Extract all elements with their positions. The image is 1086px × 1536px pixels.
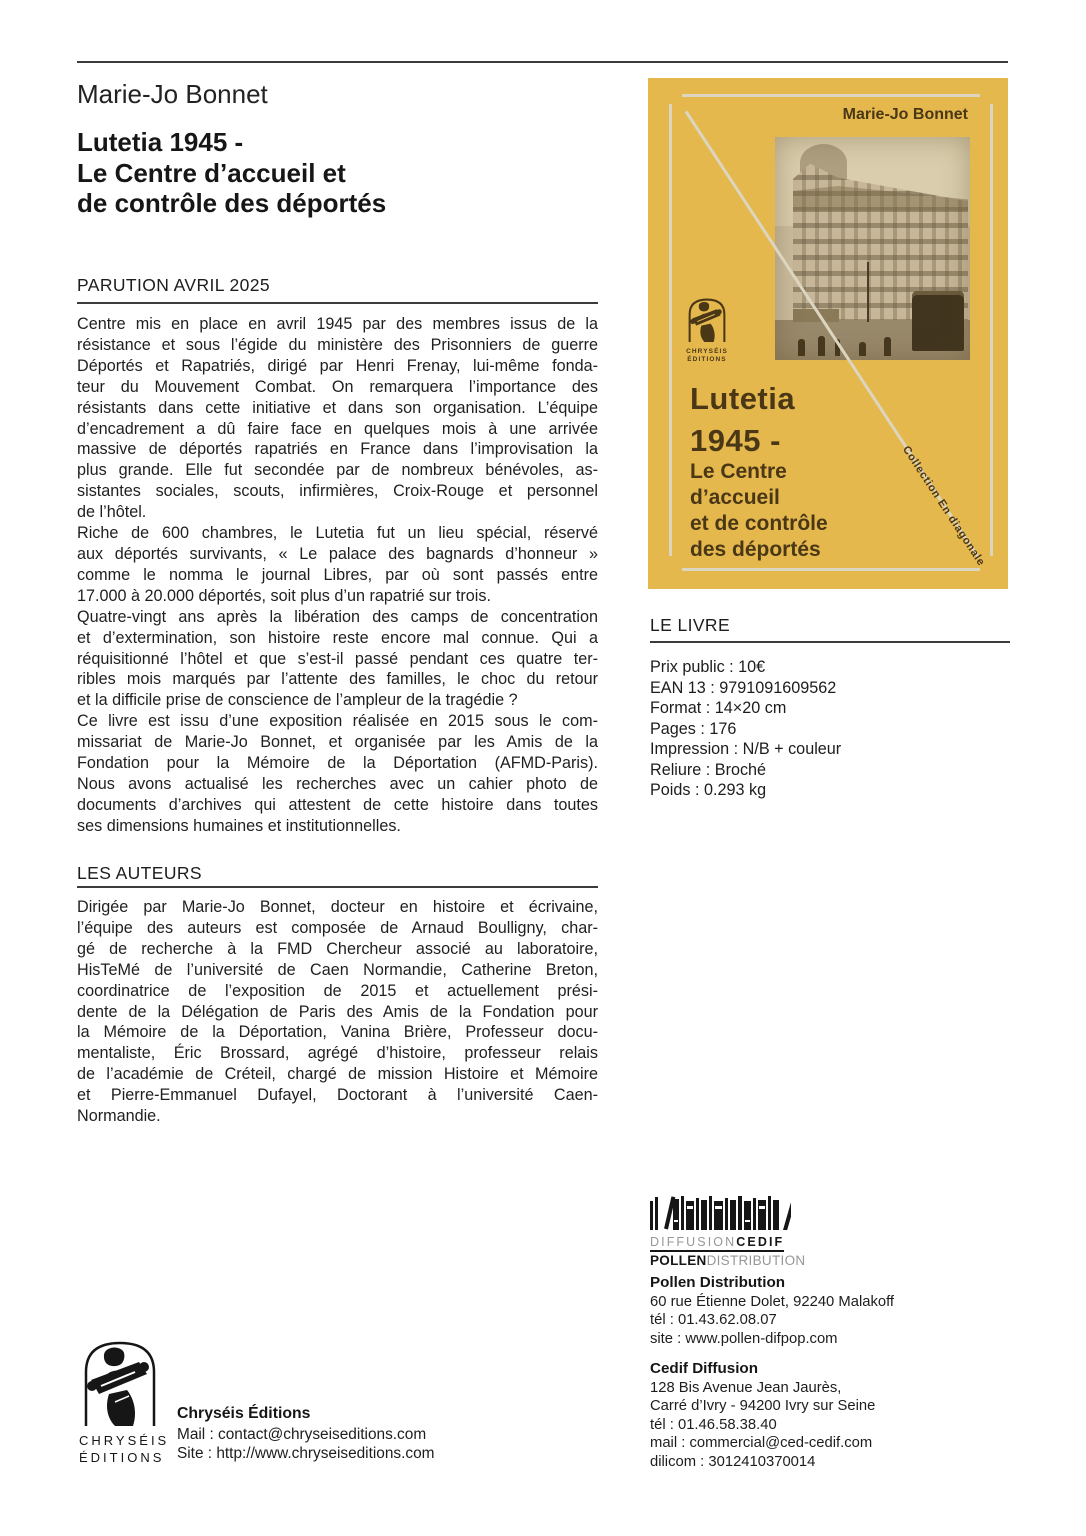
cedif-pollen-logo xyxy=(650,1194,806,1268)
cover-title: Lutetia 1945 - xyxy=(690,381,796,458)
synopsis-text: Centre mis en place en avril 1945 par des membres issus de la résistance et sous l’égide du ministère des Prisonniers de guerre Déportés et Rapatriés, dirigé par Henri Frenay, lui-même fonda- teur du Mouvement Combat. On remarquera l’importance des résistants dans cette initiative et dans son organisation. L’équipe d’encadrement a dû faire face en quelques mois à une arrivée massive de déportés rapatriés en France dans l’improvisation la plus grande. Elle fut secondée par de nombreux bénévoles, as- sistantes sociales, scouts, infirmières, Croix-Rouge et personnel de l’hôtel. Riche de 600 chambres, le Lutetia fut un lieu spécial, réservé aux déportés survivants, « Le palace des bagnards d’honneur » comme le nomma le journal Libres, par où sont passés entre 17.000 à 20.000 déportés, soit plus d’un rapatrié sur trois. Quatre-vingt ans après la libération des camps de concentration et d’extermination, son histoire reste encore mal connue. Qui a réquisitionné l’hôtel et que s’est-il passé pendant ces quatre ter- ribles mois marqués par l’attente des familles, le choc du retour et la difficile prise de conscience de l’ampleur de la tragédie ? Ce livre est issu d’une exposition réalisée en 2015 sous le com- missariat de Marie-Jo Bonnet, et organisée par les Amis de la Fondation pour la Mémoire de la Déportation (AFMD-Paris). Nous avons actualisé les recherches avec un cahier photo de documents d’archives qui attestent de cette histoire dans toutes ses dimensions humaines et institutionnelles. xyxy=(77,315,598,835)
pollen-distribution-label: POLLENDISTRIBUTION xyxy=(650,1253,806,1268)
cover-frame-line-right xyxy=(990,104,993,556)
auteurs-heading: LES AUTEURS xyxy=(77,863,202,883)
parution-rule xyxy=(77,302,598,304)
book-title: Lutetia 1945 - Le Centre d’accueil et de contrôle des déportés xyxy=(77,127,387,218)
cover-frame-line-bottom xyxy=(682,568,980,571)
pollen-lines: 60 rue Étienne Dolet, 92240 Malakoff tél : 01.43.62.08.07 site : www.pollen-difpop.com xyxy=(650,1294,895,1347)
chryseis-logo-icon xyxy=(79,1336,170,1466)
cover-subtitle: Le Centre d’accueil et de contrôle des déportés xyxy=(690,460,828,561)
book-cover xyxy=(648,78,1008,589)
chryseis-logo-text: CHRYSÉIS ÉDITIONS xyxy=(79,1433,170,1465)
publisher-contact-lines: Mail : contact@chryseiseditions.com Site : http://www.chryseiseditions.com xyxy=(177,1426,435,1462)
cedif-lines: 128 Bis Avenue Jean Jaurès, Carré d’Ivry - 94200 Ivry sur Seine tél : 01.46.58.38.40 mail : commercial@ced-cedif.com dilicom : 3012410370014 xyxy=(650,1380,876,1470)
le-livre-rule xyxy=(650,641,1010,643)
diffusion-cedif-label: DIFFUSIONCEDIF xyxy=(650,1235,784,1252)
cedif-name: Cedif Diffusion xyxy=(650,1360,758,1377)
cedif-address-block xyxy=(650,1358,875,1471)
publisher-name: Chryséis Éditions xyxy=(177,1405,311,1422)
collection-label: Collection En diagonale xyxy=(899,444,988,569)
cover-author: Marie-Jo Bonnet xyxy=(842,106,968,123)
chryseis-emblem-icon xyxy=(682,296,732,363)
top-rule xyxy=(77,61,1008,63)
cover-photo-hotel-lutetia xyxy=(775,137,970,360)
publisher-contact-block xyxy=(177,1403,434,1463)
cover-emblem-text: CHRYSÉIS ÉDITIONS xyxy=(686,348,728,363)
bookshelf-icon xyxy=(650,1194,791,1230)
book-details: Prix public : 10€ EAN 13 : 9791091609562 Format : 14×20 cm Pages : 176 Impression : N/B + couleur Reliure : Broché Poids : 0.293 kg xyxy=(650,658,842,799)
cover-frame-line-left xyxy=(669,104,672,556)
pollen-name: Pollen Distribution xyxy=(650,1274,785,1291)
author-name: Marie-Jo Bonnet xyxy=(77,79,268,109)
le-livre-heading: LE LIVRE xyxy=(650,615,731,635)
pollen-address-block xyxy=(650,1272,894,1348)
cover-frame-line-top xyxy=(682,94,980,97)
auteurs-rule xyxy=(77,886,598,888)
parution-heading: PARUTION AVRIL 2025 xyxy=(77,275,271,295)
auteurs-text: Dirigée par Marie-Jo Bonnet, docteur en histoire et écrivaine, l’équipe des auteurs est composée de Arnaud Boulligny, char- gé de recherche à la FMD Chercheur associé au laboratoire, HisTeMé de l’université de Caen Normandie, Catherine Breton, coordinatrice de l’exposition de 2015 et actuellement prési- dente de la Délégation de Paris des Amis de la Fondation pour la Mémoire de la Déportation, Vanina Brière, Professeur docu- mentaliste, Éric Brossard, agrégé d’histoire, professeur relais de l’académie de Créteil, chargé de mission Histoire et Mémoire et Pierre-Emmanuel Dufayel, Doctorant à l’université Caen- Normandie. xyxy=(77,898,598,1126)
